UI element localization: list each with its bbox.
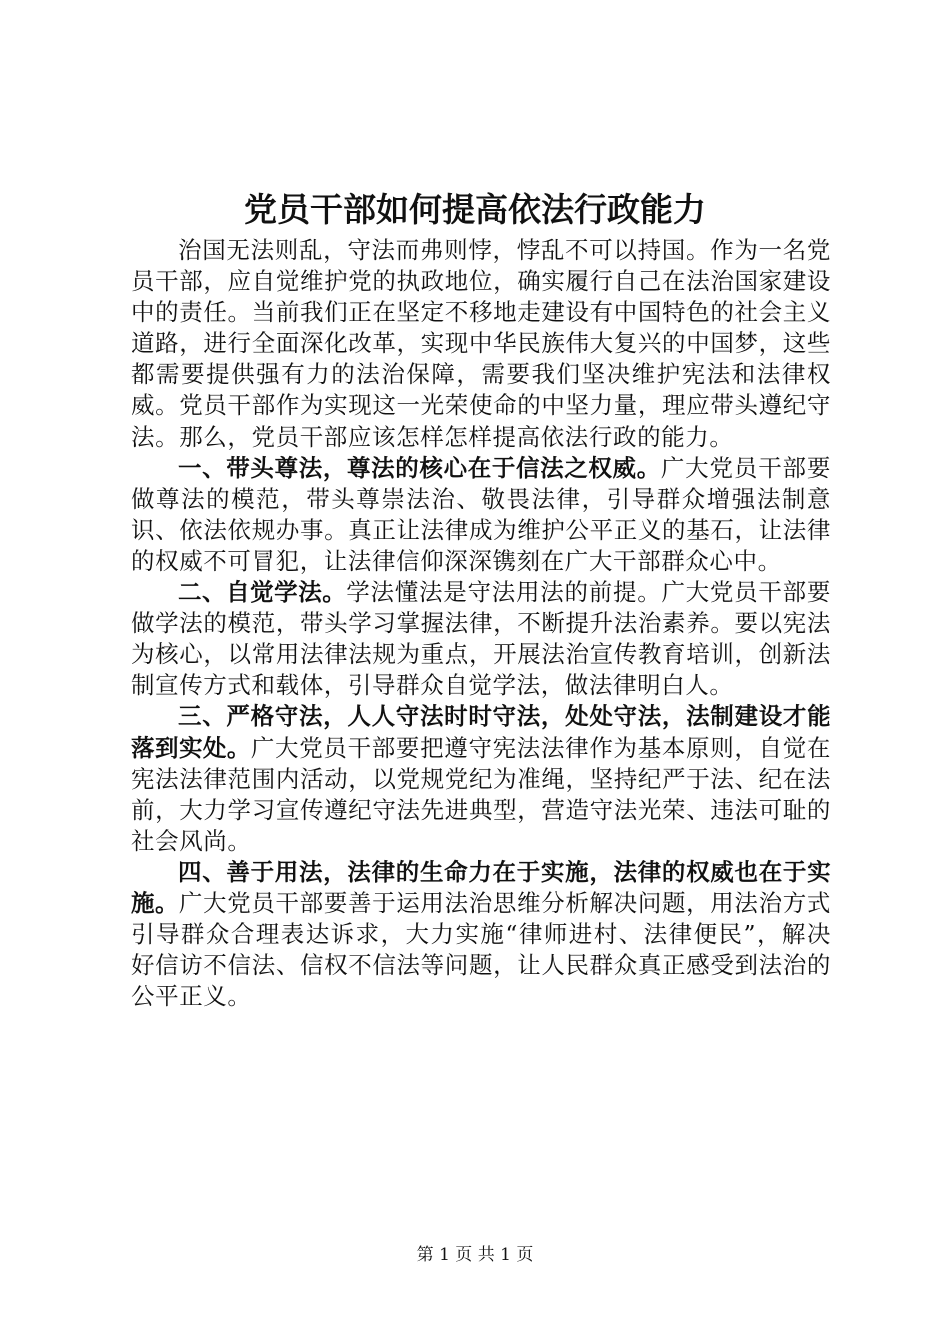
document-title: 党员干部如何提高依法行政能力 (244, 190, 706, 229)
paragraph-lead: 三、严格守法，人人守法时时守法，处处守法，法制建设才能落到实处。 (131, 702, 831, 762)
paragraph-text: 学法懂法是守法用法的前提。广大党员干部要做学法的模范，带头学习掌握法律，不断提升法治素养。要以宪法为核心，以常用法律法规为重点，开展法治宣传教育培训，创新法制宣传方式和载体，引导群众自觉学法，做法律明白人。 (131, 578, 831, 700)
paragraph-intro (131, 235, 831, 453)
paragraph-lead: 一、带头尊法，尊法的核心在于信法之权威。 (178, 453, 661, 482)
paragraph-section-2 (131, 577, 831, 701)
paragraph-text: 广大党员干部要做尊法的模范，带头尊崇法治、敬畏法律，引导群众增强法制意识、依法依规办事。真正让法律成为维护公平正义的基石，让法律的权威不可冒犯，让法律信仰深深镌刻在广大干部群众心中。 (131, 453, 831, 575)
paragraph-section-4 (131, 857, 831, 1012)
paragraph-text: 治国无法则乱，守法而弗则悖，悖乱不可以持国。作为一名党员干部，应自觉维护党的执政地位，确实履行自己在法治国家建设中的责任。当前我们正在坚定不移地走建设有中国特色的社会主义道路，进行全面深化改革，实现中华民族伟大复兴的中国梦，这些都需要提供强有力的法治保障，需要我们坚决维护宪法和法律权威。党员干部作为实现这一光荣使命的中坚力量，理应带头遵纪守法。那么，党员干部应该怎样怎样提高依法行政的能力。 (131, 236, 831, 451)
document-body (131, 235, 831, 1012)
paragraph-lead: 二、自觉学法。 (178, 578, 347, 607)
paragraph-section-3 (131, 701, 831, 856)
paragraph-lead: 四、善于用法，法律的生命力在于实施，法律的权威也在于实施。 (131, 857, 831, 917)
paragraph-text: 广大党员干部要把遵守宪法法律作为基本原则，自觉在宪法法律范围内活动，以党规党纪为准绳，坚持纪严于法、纪在法前，大力学习宣传遵纪守法先进典型，营造守法光荣、违法可耻的社会风尚。 (131, 733, 831, 855)
page-number-footer: 第 1 页 共 1 页 (416, 1245, 534, 1265)
paragraph-section-1 (131, 453, 831, 577)
paragraph-text: 广大党员干部要善于运用法治思维分析解决问题，用法治方式引导群众合理表达诉求，大力实施“律师进村、法律便民”，解决好信访不信法、信权不信法等问题，让人民群众真正感受到法治的公平正义。 (131, 888, 831, 1011)
